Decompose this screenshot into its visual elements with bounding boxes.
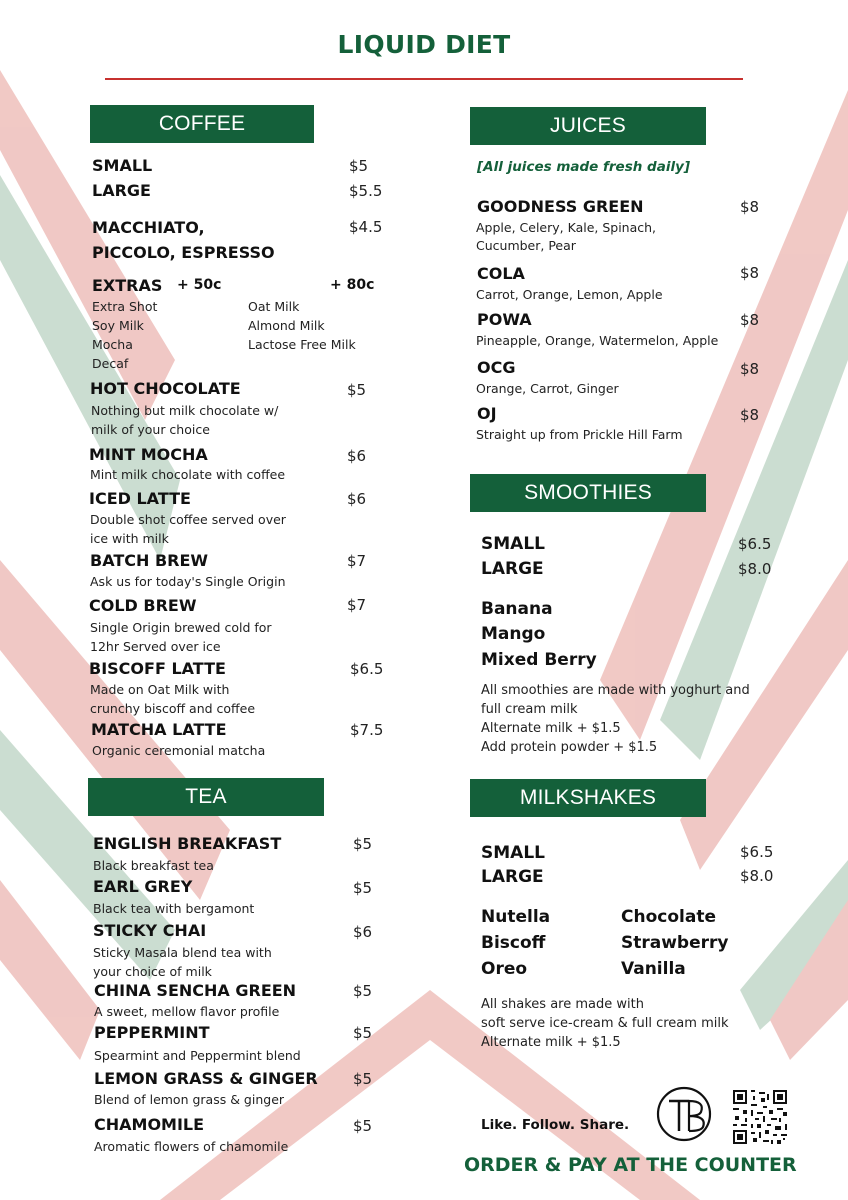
smoothie-flavour: Mango (481, 624, 546, 644)
juice-item-desc: Orange, Carrot, Ginger (476, 381, 619, 396)
smoothies-small-label: SMALL (481, 534, 545, 554)
juice-item-name: OCG (477, 358, 516, 377)
milkshakes-note: soft serve ice-cream & full cream milk (481, 1016, 729, 1031)
extras-price-a: + 50c (177, 277, 222, 293)
extras-right-2: Lactose Free Milk (248, 337, 356, 352)
coffee-large-price: $5.5 (349, 182, 383, 200)
tea-item-price: $5 (353, 982, 373, 1000)
coffee-item-price: $6.5 (350, 660, 384, 678)
coffee-item-name: ICED LATTE (89, 489, 191, 508)
coffee-item-price: $7 (347, 596, 367, 614)
coffee-item-desc: Organic ceremonial matcha (92, 743, 266, 758)
milkshakes-header: MILKSHAKES (470, 779, 706, 817)
tb-logo-icon (655, 1085, 713, 1143)
tea-item-name: CHAMOMILE (94, 1115, 205, 1134)
smoothie-flavour: Mixed Berry (481, 650, 597, 670)
milkshake-flavour: Biscoff (481, 933, 546, 953)
coffee-item-price: $6 (347, 447, 367, 465)
juice-item-name: POWA (477, 310, 532, 329)
coffee-item-name: BATCH BREW (90, 551, 209, 570)
smoothies-note: All smoothies are made with yoghurt and (481, 683, 750, 698)
coffee-item-desc: Mint milk chocolate with coffee (90, 467, 286, 482)
tea-item-desc: your choice of milk (93, 964, 212, 979)
milkshakes-small-price: $6.5 (740, 843, 774, 861)
extras-left-3: Decaf (92, 356, 129, 371)
smoothies-note: Add protein powder + $1.5 (481, 740, 658, 755)
juice-item-name: GOODNESS GREEN (477, 197, 644, 216)
coffee-item-desc: crunchy biscoff and coffee (90, 701, 256, 716)
tea-item-price: $5 (353, 1070, 373, 1088)
tea-item-name: STICKY CHAI (93, 921, 207, 940)
tea-item-name: ENGLISH BREAKFAST (93, 834, 282, 853)
coffee-small-price: $5 (349, 157, 369, 175)
smoothie-flavour: Banana (481, 599, 553, 619)
coffee-item-price: $7 (347, 552, 367, 570)
tea-header: TEA (88, 778, 324, 816)
tea-item-desc: Blend of lemon grass & ginger (94, 1092, 285, 1107)
milkshakes-small-label: SMALL (481, 843, 545, 863)
tea-item-desc: Spearmint and Peppermint blend (94, 1048, 301, 1063)
juice-item-desc: Cucumber, Pear (476, 238, 576, 253)
tea-item-desc: Black tea with bergamont (93, 901, 255, 916)
coffee-item-price: $7.5 (350, 721, 384, 739)
coffee-item-desc: Single Origin brewed cold for (90, 620, 272, 635)
juice-item-desc: Apple, Celery, Kale, Spinach, (476, 220, 657, 235)
coffee-item-desc: 12hr Served over ice (90, 639, 221, 654)
extras-right-0: Oat Milk (248, 299, 300, 314)
tea-item-desc: Sticky Masala blend tea with (93, 945, 272, 960)
title-divider (105, 78, 743, 80)
juice-item-desc: Pineapple, Orange, Watermelon, Apple (476, 333, 719, 348)
milkshake-flavour: Chocolate (621, 907, 716, 927)
juice-item-price: $8 (740, 311, 760, 329)
tea-item-price: $6 (353, 923, 373, 941)
menu-title: LIQUID DIET (337, 30, 511, 59)
milkshake-flavour: Vanilla (621, 959, 686, 979)
tea-item-name: LEMON GRASS & GINGER (94, 1069, 318, 1088)
macchiato-price: $4.5 (349, 218, 383, 236)
extras-left-2: Mocha (92, 337, 133, 352)
juice-item-price: $8 (740, 360, 760, 378)
coffee-item-name: MATCHA LATTE (91, 720, 227, 739)
coffee-item-desc: Ask us for today's Single Origin (90, 574, 286, 589)
juices-header: JUICES (470, 107, 706, 145)
smoothies-note: Alternate milk + $1.5 (481, 721, 621, 736)
macchiato-line1: MACCHIATO, (92, 218, 205, 237)
coffee-item-price: $6 (347, 490, 367, 508)
coffee-large-label: LARGE (92, 181, 151, 200)
qr-code-icon[interactable] (731, 1088, 789, 1146)
milkshakes-large-label: LARGE (481, 867, 544, 887)
tea-item-desc: A sweet, mellow flavor profile (94, 1004, 280, 1019)
juice-item-name: COLA (477, 264, 525, 283)
smoothies-large-label: LARGE (481, 559, 544, 579)
extras-right-1: Almond Milk (248, 318, 325, 333)
macchiato-line2: PICCOLO, ESPRESSO (92, 243, 275, 262)
extras-left-0: Extra Shot (92, 299, 158, 314)
tea-item-price: $5 (353, 1117, 373, 1135)
extras-label: EXTRAS (92, 276, 163, 295)
milkshakes-note: Alternate milk + $1.5 (481, 1035, 621, 1050)
tea-item-name: PEPPERMINT (94, 1023, 210, 1042)
like-follow-share: Like. Follow. Share. (481, 1117, 630, 1133)
tea-item-price: $5 (353, 1024, 373, 1042)
juice-item-desc: Straight up from Prickle Hill Farm (476, 427, 683, 442)
juice-item-price: $8 (740, 264, 760, 282)
coffee-small-label: SMALL (92, 156, 153, 175)
coffee-item-desc: Made on Oat Milk with (90, 682, 230, 697)
coffee-item-desc: ice with milk (90, 531, 169, 546)
tea-item-price: $5 (353, 879, 373, 897)
coffee-item-desc: Nothing but milk chocolate w/ (91, 403, 279, 418)
coffee-item-desc: milk of your choice (91, 422, 210, 437)
coffee-item-price: $5 (347, 381, 367, 399)
milkshake-flavour: Strawberry (621, 933, 729, 953)
milkshakes-note: All shakes are made with (481, 997, 644, 1012)
smoothies-header: SMOOTHIES (470, 474, 706, 512)
tea-item-price: $5 (353, 835, 373, 853)
milkshake-flavour: Nutella (481, 907, 551, 927)
milkshakes-large-price: $8.0 (740, 867, 774, 885)
tea-item-name: EARL GREY (93, 877, 193, 896)
milkshake-flavour: Oreo (481, 959, 528, 979)
coffee-item-name: COLD BREW (89, 596, 197, 615)
coffee-item-name: MINT MOCHA (89, 445, 208, 464)
smoothies-large-price: $8.0 (738, 560, 772, 578)
smoothies-small-price: $6.5 (738, 535, 772, 553)
coffee-item-name: BISCOFF LATTE (89, 659, 226, 678)
coffee-item-name: HOT CHOCOLATE (90, 379, 241, 398)
tea-item-name: CHINA SENCHA GREEN (94, 981, 297, 1000)
juice-item-name: OJ (477, 404, 497, 423)
order-pay-counter: ORDER & PAY AT THE COUNTER (464, 1154, 797, 1176)
juices-note: [All juices made fresh daily] (477, 159, 691, 175)
juice-item-price: $8 (740, 406, 760, 424)
coffee-item-desc: Double shot coffee served over (90, 512, 286, 527)
juice-item-price: $8 (740, 198, 760, 216)
tea-item-desc: Aromatic flowers of chamomile (94, 1139, 289, 1154)
juice-item-desc: Carrot, Orange, Lemon, Apple (476, 287, 663, 302)
smoothies-note: full cream milk (481, 702, 578, 717)
extras-left-1: Soy Milk (92, 318, 144, 333)
coffee-header: COFFEE (90, 105, 314, 143)
extras-price-b: + 80c (330, 277, 375, 293)
tea-item-desc: Black breakfast tea (93, 858, 214, 873)
